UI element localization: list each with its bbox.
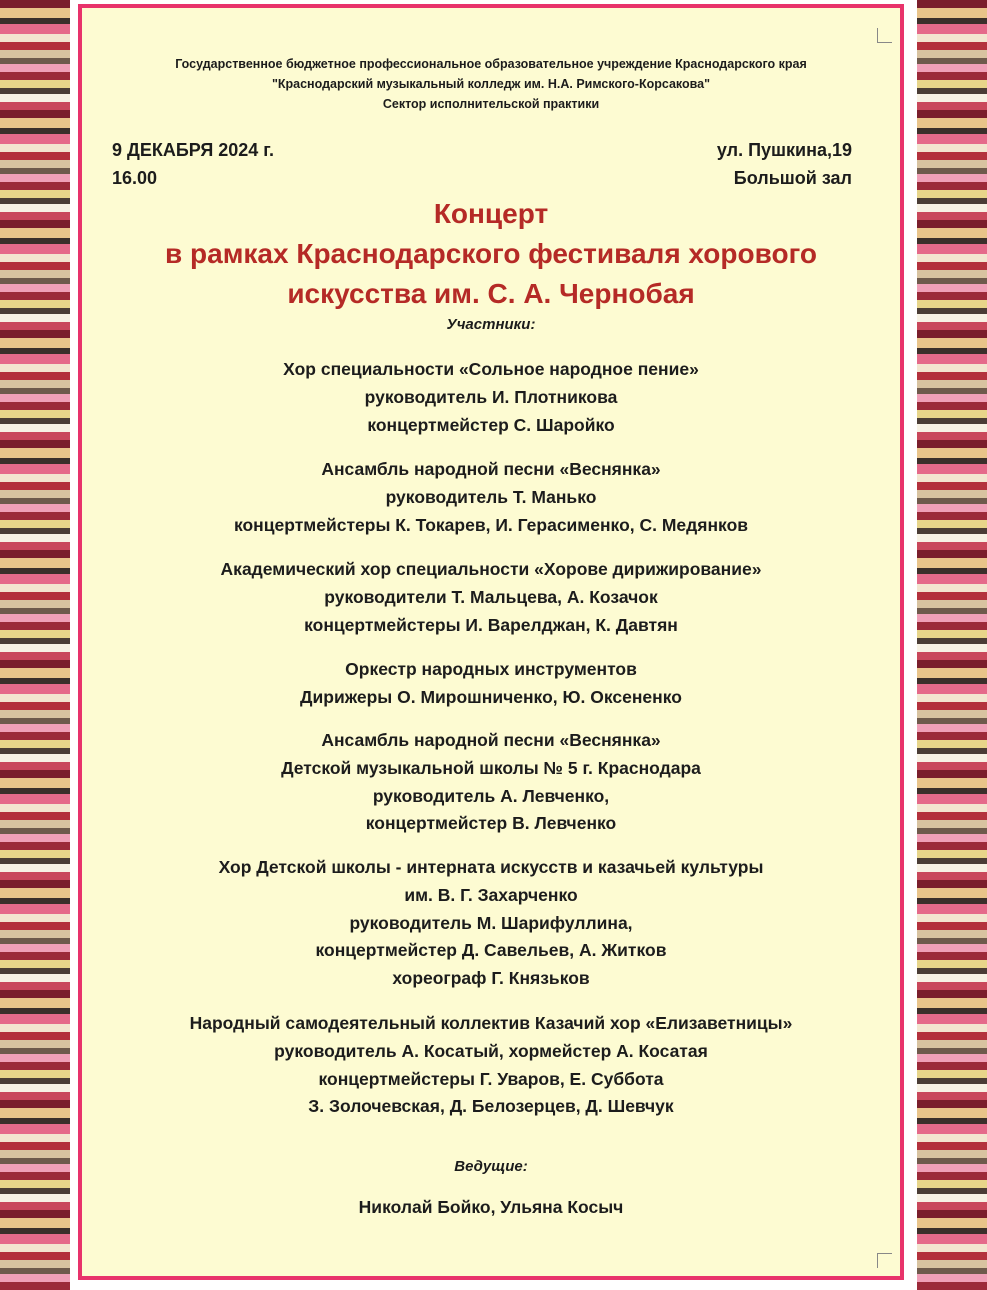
group-line: концертмейстер В. Левченко <box>365 813 617 834</box>
group-line: З. Золочевская, Д. Белозерцев, Д. Шевчук <box>308 1096 674 1117</box>
group-line: руководитель Т. Манько <box>385 486 597 507</box>
group-line: концертмейстер Д. Савельев, А. Житков <box>315 940 667 961</box>
participant-group <box>82 1010 900 1121</box>
concert-poster <box>78 4 904 1280</box>
group-line: концертмейстеры К. Токарев, И. Герасименко, С. Медянков <box>233 514 749 535</box>
event-hall: Большой зал <box>733 168 852 188</box>
institution-line: Государственное бюджетное профессиональное образовательное учреждение Краснодарского края <box>175 57 807 71</box>
title-line: Концерт <box>433 198 549 229</box>
group-line: концертмейстеры И. Варелджан, К. Давтян <box>304 614 678 635</box>
participants-label: Участники: <box>446 316 536 333</box>
title-line: искусства им. С. А. Чернобая <box>287 278 695 309</box>
group-line: концертмейстеры Г. Уваров, Е. Суббота <box>318 1068 664 1089</box>
group-line: им. В. Г. Захарченко <box>404 884 578 905</box>
group-line: руководители Т. Мальцева, А. Козачок <box>324 586 658 607</box>
decorative-stripes-right <box>917 0 987 1290</box>
group-line: концертмейстер С. Шаройко <box>367 414 615 435</box>
participant-group <box>82 656 900 712</box>
institution-header <box>82 54 900 114</box>
group-line: Детской музыкальной школы № 5 г. Краснодара <box>281 757 701 778</box>
group-line: Хор специальности «Сольное народное пение» <box>283 359 699 379</box>
event-location <box>717 136 852 192</box>
participant-group <box>82 356 900 439</box>
group-line: хореограф Г. Князьков <box>392 968 590 989</box>
concert-title <box>82 194 900 314</box>
title-line: в рамках Краснодарского фестиваля хорового <box>165 238 817 269</box>
group-line: Ансамбль народной песни «Веснянка» <box>321 459 661 479</box>
page-corner-mark <box>877 1253 892 1268</box>
group-line: Академический хор специальности «Хорове дирижирование» <box>220 559 762 579</box>
participant-group <box>82 556 900 639</box>
group-line: Оркестр народных инструментов <box>345 659 637 679</box>
group-line: руководитель А. Косатый, хормейстер А. Косатая <box>274 1040 708 1061</box>
event-date: 9 ДЕКАБРЯ 2024 г. <box>112 140 274 160</box>
college-name: "Краснодарский музыкальный колледж им. Н.А. Римского-Корсакова" <box>271 77 711 91</box>
decorative-stripes-left <box>0 0 70 1290</box>
group-line: руководитель А. Левченко, <box>372 785 610 806</box>
event-address: ул. Пушкина,19 <box>716 140 852 160</box>
participant-group <box>82 727 900 838</box>
hosts-label: Ведущие: <box>454 1158 528 1175</box>
hosts-names: Николай Бойко, Ульяна Косыч <box>358 1197 624 1217</box>
page-corner-mark <box>877 28 892 43</box>
participant-group <box>82 854 900 993</box>
group-line: Дирижеры О. Мирошниченко, Ю. Оксененко <box>300 686 682 707</box>
group-line: Ансамбль народной песни «Веснянка» <box>321 730 661 750</box>
event-time: 16.00 <box>112 168 158 188</box>
group-line: Народный самодеятельный коллектив Казачий хор «Елизаветницы» <box>189 1013 793 1033</box>
group-line: руководитель И. Плотникова <box>364 386 618 407</box>
department-name: Сектор исполнительской практики <box>382 97 600 111</box>
event-datetime <box>112 136 274 192</box>
group-line: Хор Детской школы - интерната искусств и казачьей культуры <box>218 857 764 877</box>
group-line: руководитель М. Шарифуллина, <box>349 912 633 933</box>
participant-group <box>82 456 900 539</box>
